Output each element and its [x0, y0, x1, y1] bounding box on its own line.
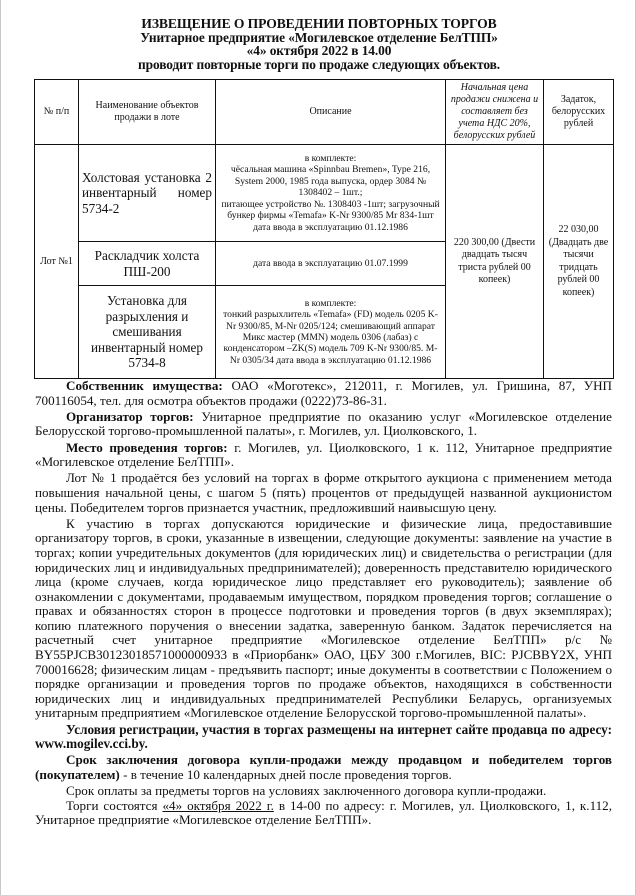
notice-organizer: Унитарное предприятие «Могилевское отделение БелТПП»	[140, 29, 498, 45]
venue-paragraph	[35, 441, 612, 470]
item-name: Раскладчик холста ПШ-200	[79, 242, 216, 286]
payment-paragraph: Срок оплаты за предметы торгов на условиях заключенного договора купли-продажи.	[66, 783, 547, 799]
notice-title: ИЗВЕЩЕНИЕ О ПРОВЕДЕНИИ ПОВТОРНЫХ ТОРГОВ	[141, 16, 497, 31]
owner-text: ОАО «Моготекс», 212011, г. Могилев, ул. Гришина, 87, УНП 700116054, тел. для осмотра объектов продажи (0222)73-86-31.	[35, 378, 612, 408]
organizer-paragraph	[35, 410, 612, 439]
contract-label: Срок заключения договора купли-продажи между продавцом и победителем торгов (покупателем)	[35, 752, 612, 782]
column-header-deposit: Задаток, белорусских рублей	[544, 80, 614, 145]
item-description	[216, 242, 446, 286]
item-description	[216, 145, 446, 242]
column-header-name: Наименование объектов продажи в лоте	[79, 80, 216, 145]
table-row	[35, 145, 614, 242]
lots-table	[34, 79, 614, 379]
participation-paragraph: К участию в торгах допускаются юридические и физические лица, предоставившие организатору торгов, в сроки, указанные в извещении, следующие документы: заявление на участие в торгах; копии учредительных документов (для юридических лиц) и свидетельства о регистрации (для юридических лиц и индивидуальных предпринимателей); доверенность представителю юридического лица (кроме случаев, когда юридическое лицо представляет его руководитель); заявление об ознакомлении с документами, продаваемым имуществом, порядком проведения торгов; соглашение о правах и обязанностях сторон в процессе подготовки и проведения торгов (в двух экземплярах); копию платежного поручения о внесении задатка, заверенную банком. Задаток перечисляется на расчетный счет унитарное предприятие «Могилевское отделение БелТПП» р/с № BY55PJCB30123018571000000933 в «Приорбанк» ОАО, ЦБУ 300 г.Могилев, BIC: PJCBBY2X, УНП 700016628; физическим лицам - предъявить паспорт; иные документы в соответствии с Положением о порядке организации и проведения торгов по продаже объектов, находящихся в собственности юридических лиц и индивидуальных предпринимателей Республики Беларусь, организуемых унитарным предприятием «Могилевское отделение Белорусской торгово-промышленной палаты».	[35, 515, 612, 721]
item-description	[216, 286, 446, 379]
auction-date-paragraph	[35, 799, 612, 828]
description-line: дата ввода в эксплуатацию 01.12.1986	[253, 221, 408, 233]
item-name: Холстовая установка 2 инвентарный номер 5734-2	[79, 145, 216, 242]
organizer-label: Организатор торгов:	[66, 408, 194, 424]
notice-subtitle: проводит повторные торги по продаже следующих объектов.	[138, 56, 500, 72]
organizer-text: Унитарное предприятие по оказанию услуг «Могилевское отделение Белорусской торгово-промышленной палаты», г. Могилев, ул. Циолковского, 1.	[35, 408, 612, 439]
auction-date: «4» октября 2022 г.	[162, 797, 274, 813]
owner-paragraph	[35, 379, 612, 408]
contract-text: - в течение 10 календарных дней после проведения торгов.	[119, 767, 452, 782]
registration-paragraph: Условия регистрации, участия в торгах размещены на интернет сайте продавца по адресу: www.mogilev.cci.by.	[35, 721, 612, 752]
venue-text: г. Могилев, ул. Циолковского, 1 к. 112, Унитарное предприятие «Могилевское отделение БелТПП».	[35, 439, 613, 470]
lot-price: 220 300,00 (Двести двадцать тысяч триста рублей 00 копеек)	[446, 145, 544, 379]
lot-deposit: 22 030,00 (Двадцать две тысячи тридцать рублей 00 копеек)	[544, 145, 614, 379]
notice-body	[35, 379, 612, 830]
contract-paragraph	[35, 753, 612, 782]
description-line: питающее устройство №. 1308403 -1шт; загрузочный бункер фирмы «Temafa» K-Nr 9300/85 Mr 834-1шт	[221, 198, 440, 222]
owner-label: Собственник имущества:	[66, 378, 223, 393]
auction-terms-paragraph: Лот № 1 продаётся без условий на торгах в форме открытого аукциона с применением метода повышения начальной цены, с шагом 5 (пять) процентов от предыдущей названной аукционистом цены. Победителем торгов признается участник, предложивший наивысшую цену.	[35, 470, 612, 515]
notice-date: «4» октября 2022 в 14.00	[246, 43, 392, 58]
description-line: в комплекте:	[304, 297, 357, 309]
auction-prefix: Торги состоятся	[66, 797, 163, 813]
table-header-row	[35, 80, 614, 145]
description-line: в комплекте:	[304, 153, 357, 165]
lot-number: Лот №1	[35, 145, 79, 379]
description-line: чёсальная машина «Spinnbau Bremen», Type 216, System 2000, 1985 года выпуска, ордер 3084 № 1308402 – 1шт.;	[230, 164, 431, 199]
column-header-description: Описание	[216, 80, 446, 145]
auction-suffix: в 14-00 по адресу: г. Могилев, ул. Циолковского, 1, к.112, Унитарное предприятие «Могилевское отделение БелТПП».	[35, 797, 612, 828]
notice-header	[1, 17, 636, 71]
item-name: Установка для разрыхления и смешивания инвентарный номер 5734-8	[79, 286, 216, 379]
description-line: тонкий разрыхлитель «Temafa» (FD) модель 0205 K-Nr 9300/85, M-Nr 0205/124; смешивающий аппарат Микс мастер (MMN) модель 0306 (лабаз) с конденсатором –ZK(S) модель 709 K-Nr 9300/85. M-Nr 0305/34 дата ввода в эксплуатацию 01.12.1986	[223, 309, 438, 366]
description-line: дата ввода в эксплуатацию 01.07.1999	[253, 257, 408, 269]
column-header-price: Начальная цена продажи снижена и составляет без учета НДС 20%, белорусских рублей	[446, 80, 544, 145]
venue-label: Место проведения торгов:	[66, 439, 228, 455]
column-header-number: № п/п	[35, 80, 79, 145]
